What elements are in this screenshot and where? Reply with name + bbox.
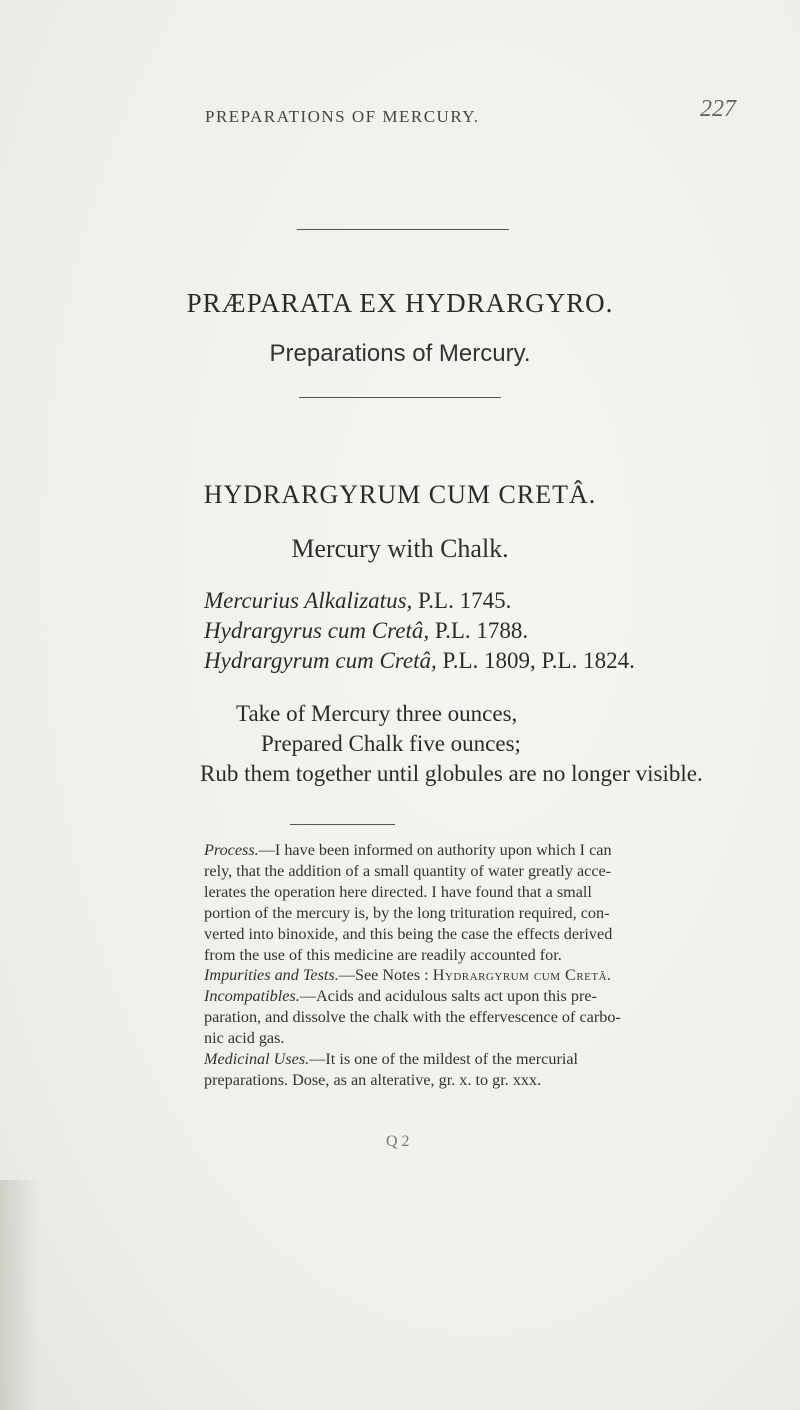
uses-paragraph <box>204 1049 776 1070</box>
impurities-paragraph <box>204 965 776 986</box>
signature-mark: Q 2 <box>386 1133 410 1150</box>
notes-text: —See Notes : <box>338 966 433 985</box>
section-subtitle: Mercury with Chalk. <box>291 534 509 563</box>
synonym-ref: P.L. 1745. <box>412 588 512 613</box>
notes-line: lerates the operation here directed. I have found that a small <box>204 882 592 901</box>
uses-heading: Medicinal Uses. <box>204 1050 310 1069</box>
recipe-line: Rub them together until globules are no longer visible. <box>200 761 703 786</box>
incompatibles-heading: Incompatibles. <box>204 987 300 1006</box>
notes-line: paration, and dissolve the chalk with the effervescence of carbo- <box>204 1008 621 1027</box>
notes-line: from the use of this medicine are readily accounted for. <box>204 945 562 964</box>
middle-rule <box>299 397 501 398</box>
impurities-reference: Hydrargyrum cum Cretâ. <box>432 966 612 985</box>
recipe-line: Take of Mercury three ounces, <box>236 701 518 726</box>
incompatibles-paragraph <box>204 986 776 1007</box>
latin-title: PRÆPARATA EX HYDRARGYRO. <box>186 288 614 318</box>
notes-line: portion of the mercury is, by the long trituration required, con- <box>204 903 610 922</box>
notes-text: —I have been informed on authority upon which I can <box>258 841 612 859</box>
synonym-line <box>204 586 635 616</box>
notes-text: —Acids and acidulous salts act upon this pre- <box>299 987 597 1006</box>
notes-text: —It is one of the mildest of the mercurial <box>309 1050 579 1069</box>
impurities-heading: Impurities and Tests. <box>204 966 339 985</box>
running-head: PREPARATIONS OF MERCURY. <box>205 107 480 126</box>
synonym-ref: P.L. 1788. <box>429 618 529 643</box>
synonym-name: Hydrargyrum cum Cretâ, <box>204 648 437 673</box>
page-edge-shadow <box>0 1180 40 1410</box>
synonym-line <box>204 616 635 646</box>
page-number: 227 <box>700 96 736 122</box>
notes-line: nic acid gas. <box>204 1029 285 1048</box>
process-heading: Process. <box>204 841 259 859</box>
synonym-name: Hydrargyrus cum Cretâ, <box>204 618 430 643</box>
notes-line: verted into binoxide, and this being the case the effects derived <box>204 924 613 943</box>
recipe-line: Prepared Chalk five ounces; <box>261 731 521 756</box>
notes-line: preparations. Dose, as an alterative, gr. x. to gr. xxx. <box>204 1070 542 1089</box>
synonyms-list <box>204 586 635 676</box>
synonym-line <box>204 646 635 676</box>
process-paragraph <box>204 840 776 861</box>
notes-section <box>204 840 776 1091</box>
english-title: Preparations of Mercury. <box>269 340 531 367</box>
synonym-ref: P.L. 1809, P.L. 1824. <box>436 648 635 673</box>
section-title: HYDRARGYRUM CUM CRETÂ. <box>203 480 597 509</box>
notes-line: rely, that the addition of a small quantity of water greatly acce- <box>204 861 612 880</box>
synonym-name: Mercurius Alkalizatus, <box>204 588 413 613</box>
recipe <box>200 699 703 789</box>
notes-rule <box>290 824 395 825</box>
top-rule <box>297 229 509 230</box>
